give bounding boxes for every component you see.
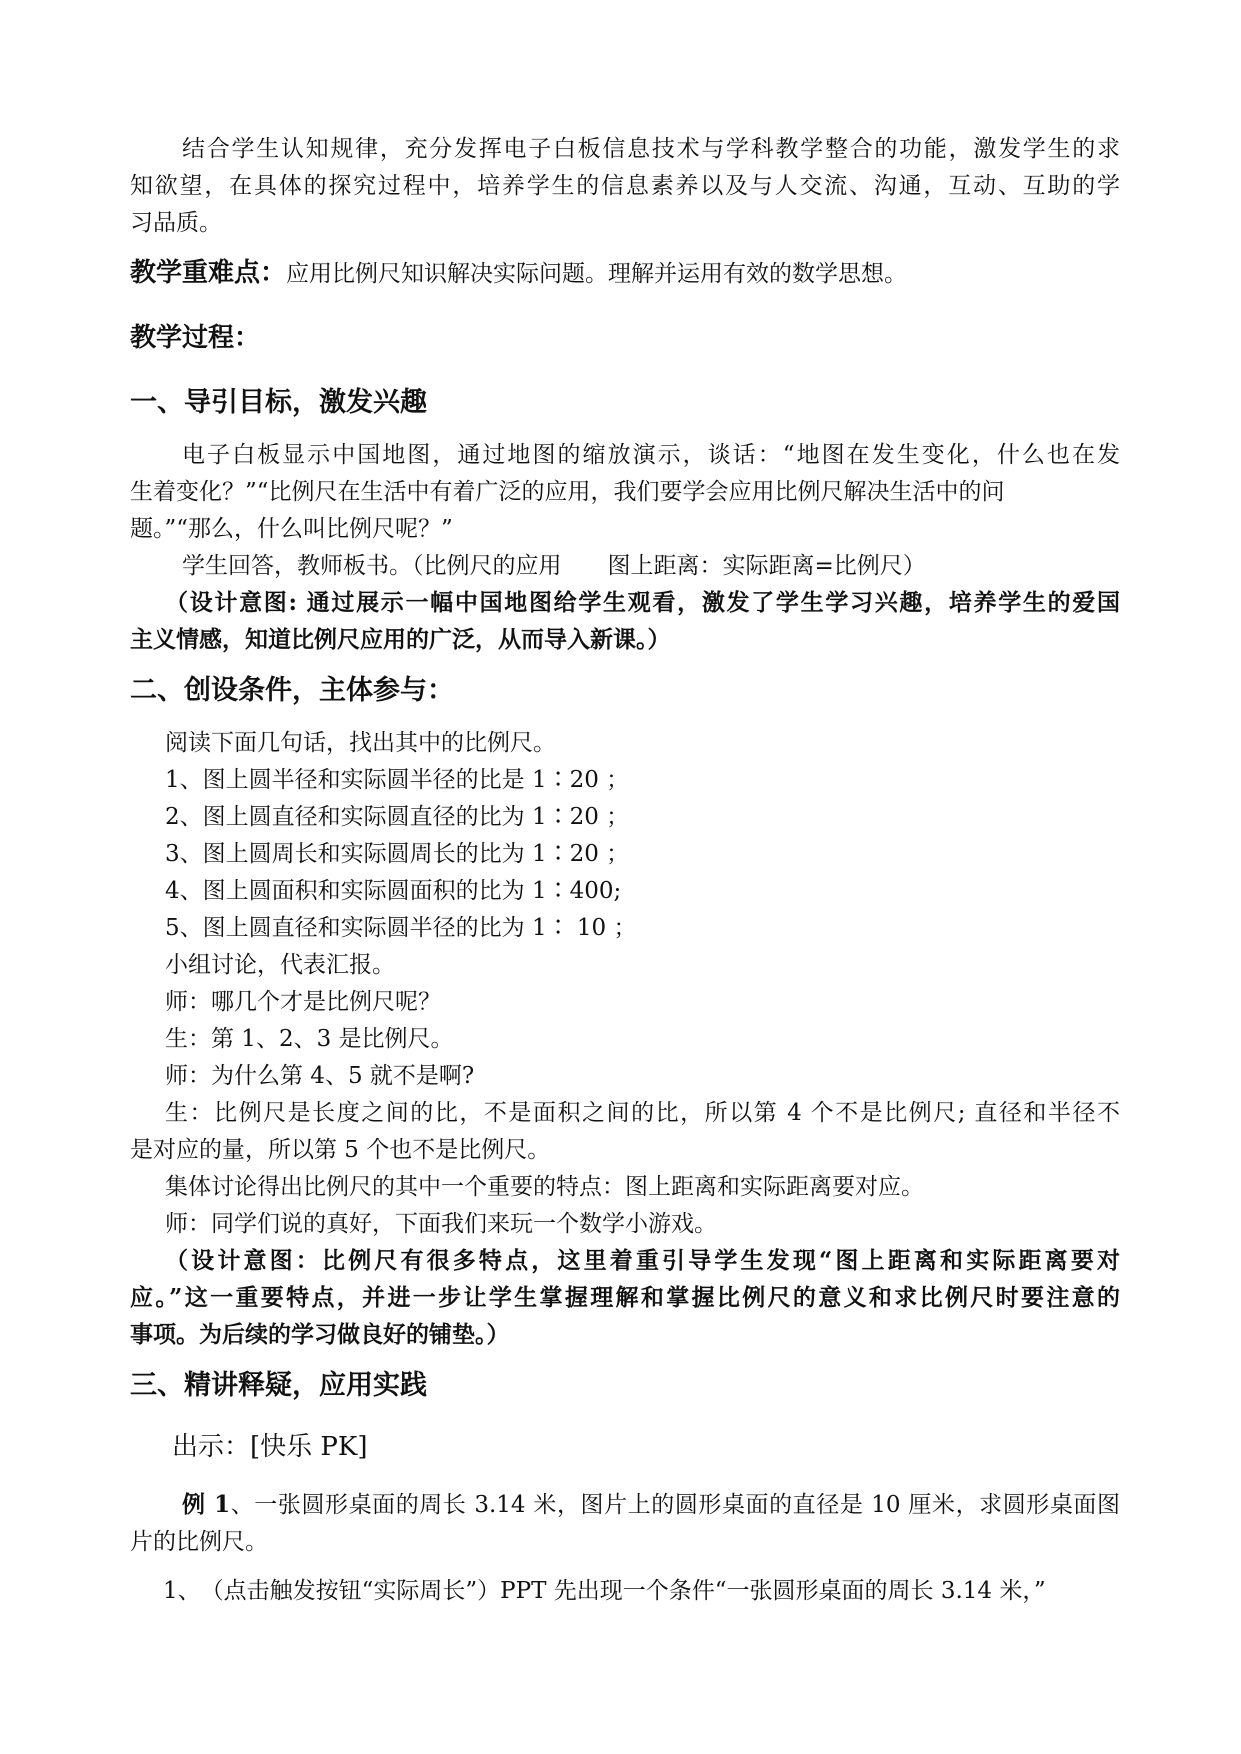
section2-dialog-5-line-2: 是对应的量，所以第 5 个也不是比例尺。: [130, 1137, 551, 1163]
section3-example-line-1: [182, 1490, 1120, 1520]
section1-p1-line-2: 生着变化？”“比例尺在生活中有着广泛的应用，我们要学会应用比例尺解决生活中的问: [130, 479, 1005, 505]
section3-step-1: 1、 （点击触发按钮“实际周长”）PPT 先出现一个条件“一张圆形桌面的周长 3.14 米，”: [163, 1578, 1046, 1604]
intro-line-2: 知欲望，在具体的探究过程中，培养学生的信息素养以及与人交流、沟通，互动、互助的学: [130, 173, 1120, 199]
section2-heading: 二、创设条件，主体参与：: [130, 675, 454, 706]
key-points-label: 教学重难点：: [130, 258, 287, 288]
intro-line-1: 结合学生认知规律，充分发挥电子白板信息技术与学科教学整合的功能，激发学生的求: [182, 136, 1120, 162]
section2-design-line-1: （设计意图：比例尺有很多特点，这里着重引导学生发现“图上距离和实际距离要对: [165, 1247, 1120, 1274]
section2-dialog-6: 集体讨论得出比例尺的其中一个重要的特点：图上距离和实际距离要对应。: [165, 1174, 924, 1200]
section1-heading: 一、导引目标，激发兴趣: [130, 387, 427, 418]
section2-dialog-5-line-1: 生：比例尺是长度之间的比，不是面积之间的比，所以第 4 个不是比例尺; 直径和半径不: [165, 1100, 1120, 1126]
section2-dialog-7: 师：同学们说的真好，下面我们来玩一个数学小游戏。: [165, 1211, 717, 1237]
section2-item-1: 1、图上圆半径和实际圆半径的比是 1∶20 ；: [165, 767, 630, 793]
process-title: 教学过程：: [130, 323, 261, 353]
example-text: 、一张圆形桌面的周长 3.14 米，图片上的圆形桌面的直径是 10 厘米，求圆形桌面图: [230, 1492, 1120, 1518]
section2-dialog-4: 师：为什么第 4、5 就不是啊?: [165, 1063, 475, 1089]
section2-item-3: 3、图上圆周长和实际圆周长的比为 1∶20 ；: [165, 841, 630, 867]
section2-design-line-2: 应。”这一重要特点，并进一步让学生掌握理解和掌握比例尺的意义和求比例尺时要注意的: [130, 1284, 1120, 1311]
intro-line-3: 习品质。: [130, 210, 222, 236]
section3-show: 出示：[快乐 PK]: [172, 1432, 368, 1462]
section2-dialog-3: 生：第 1、2、3 是比例尺。: [165, 1026, 454, 1052]
section2-item-2: 2、图上圆直径和实际圆直径的比为 1∶20 ；: [165, 804, 630, 830]
section1-design-line-1: （设计意图: 通过展示一幅中国地图给学生观看，激发了学生学习兴趣，培养学生的爱国: [165, 589, 1120, 616]
key-points: [130, 258, 1120, 289]
section2-read: 阅读下面几句话，找出其中的比例尺。: [165, 730, 556, 756]
example-label: 例 1: [182, 1491, 231, 1518]
section2-item-5: 5、图上圆直径和实际圆半径的比为 1∶ 10 ；: [165, 915, 637, 941]
section2-dialog-2: 师：哪几个才是比例尺呢？: [165, 989, 441, 1015]
key-points-text: 应用比例尺知识解决实际问题。理解并运用有效的数学思想。: [286, 261, 908, 287]
section1-p2: 学生回答，教师板书。（比例尺的应用 图上距离：实际距离=比例尺）: [182, 553, 926, 579]
section1-p1-line-3: 题。”“那么，什么叫比例尺呢？”: [130, 516, 453, 542]
section2-item-4: 4、图上圆面积和实际圆面积的比为 1∶400;: [165, 878, 622, 904]
section1-p1-line-1: 电子白板显示中国地图，通过地图的缩放演示，谈话：“地图在发生变化，什么也在发: [182, 442, 1120, 468]
section2-dialog-1: 小组讨论，代表汇报。: [165, 952, 395, 978]
section1-design-line-2: 主义情感，知道比例尺应用的广泛，从而导入新课。）: [130, 626, 671, 653]
section3-heading: 三、精讲释疑，应用实践: [130, 1370, 427, 1401]
section3-example-line-2: 片的比例尺。: [130, 1529, 268, 1555]
section2-design-line-3: 事项。为后续的学习做良好的铺垫。）: [130, 1321, 510, 1348]
